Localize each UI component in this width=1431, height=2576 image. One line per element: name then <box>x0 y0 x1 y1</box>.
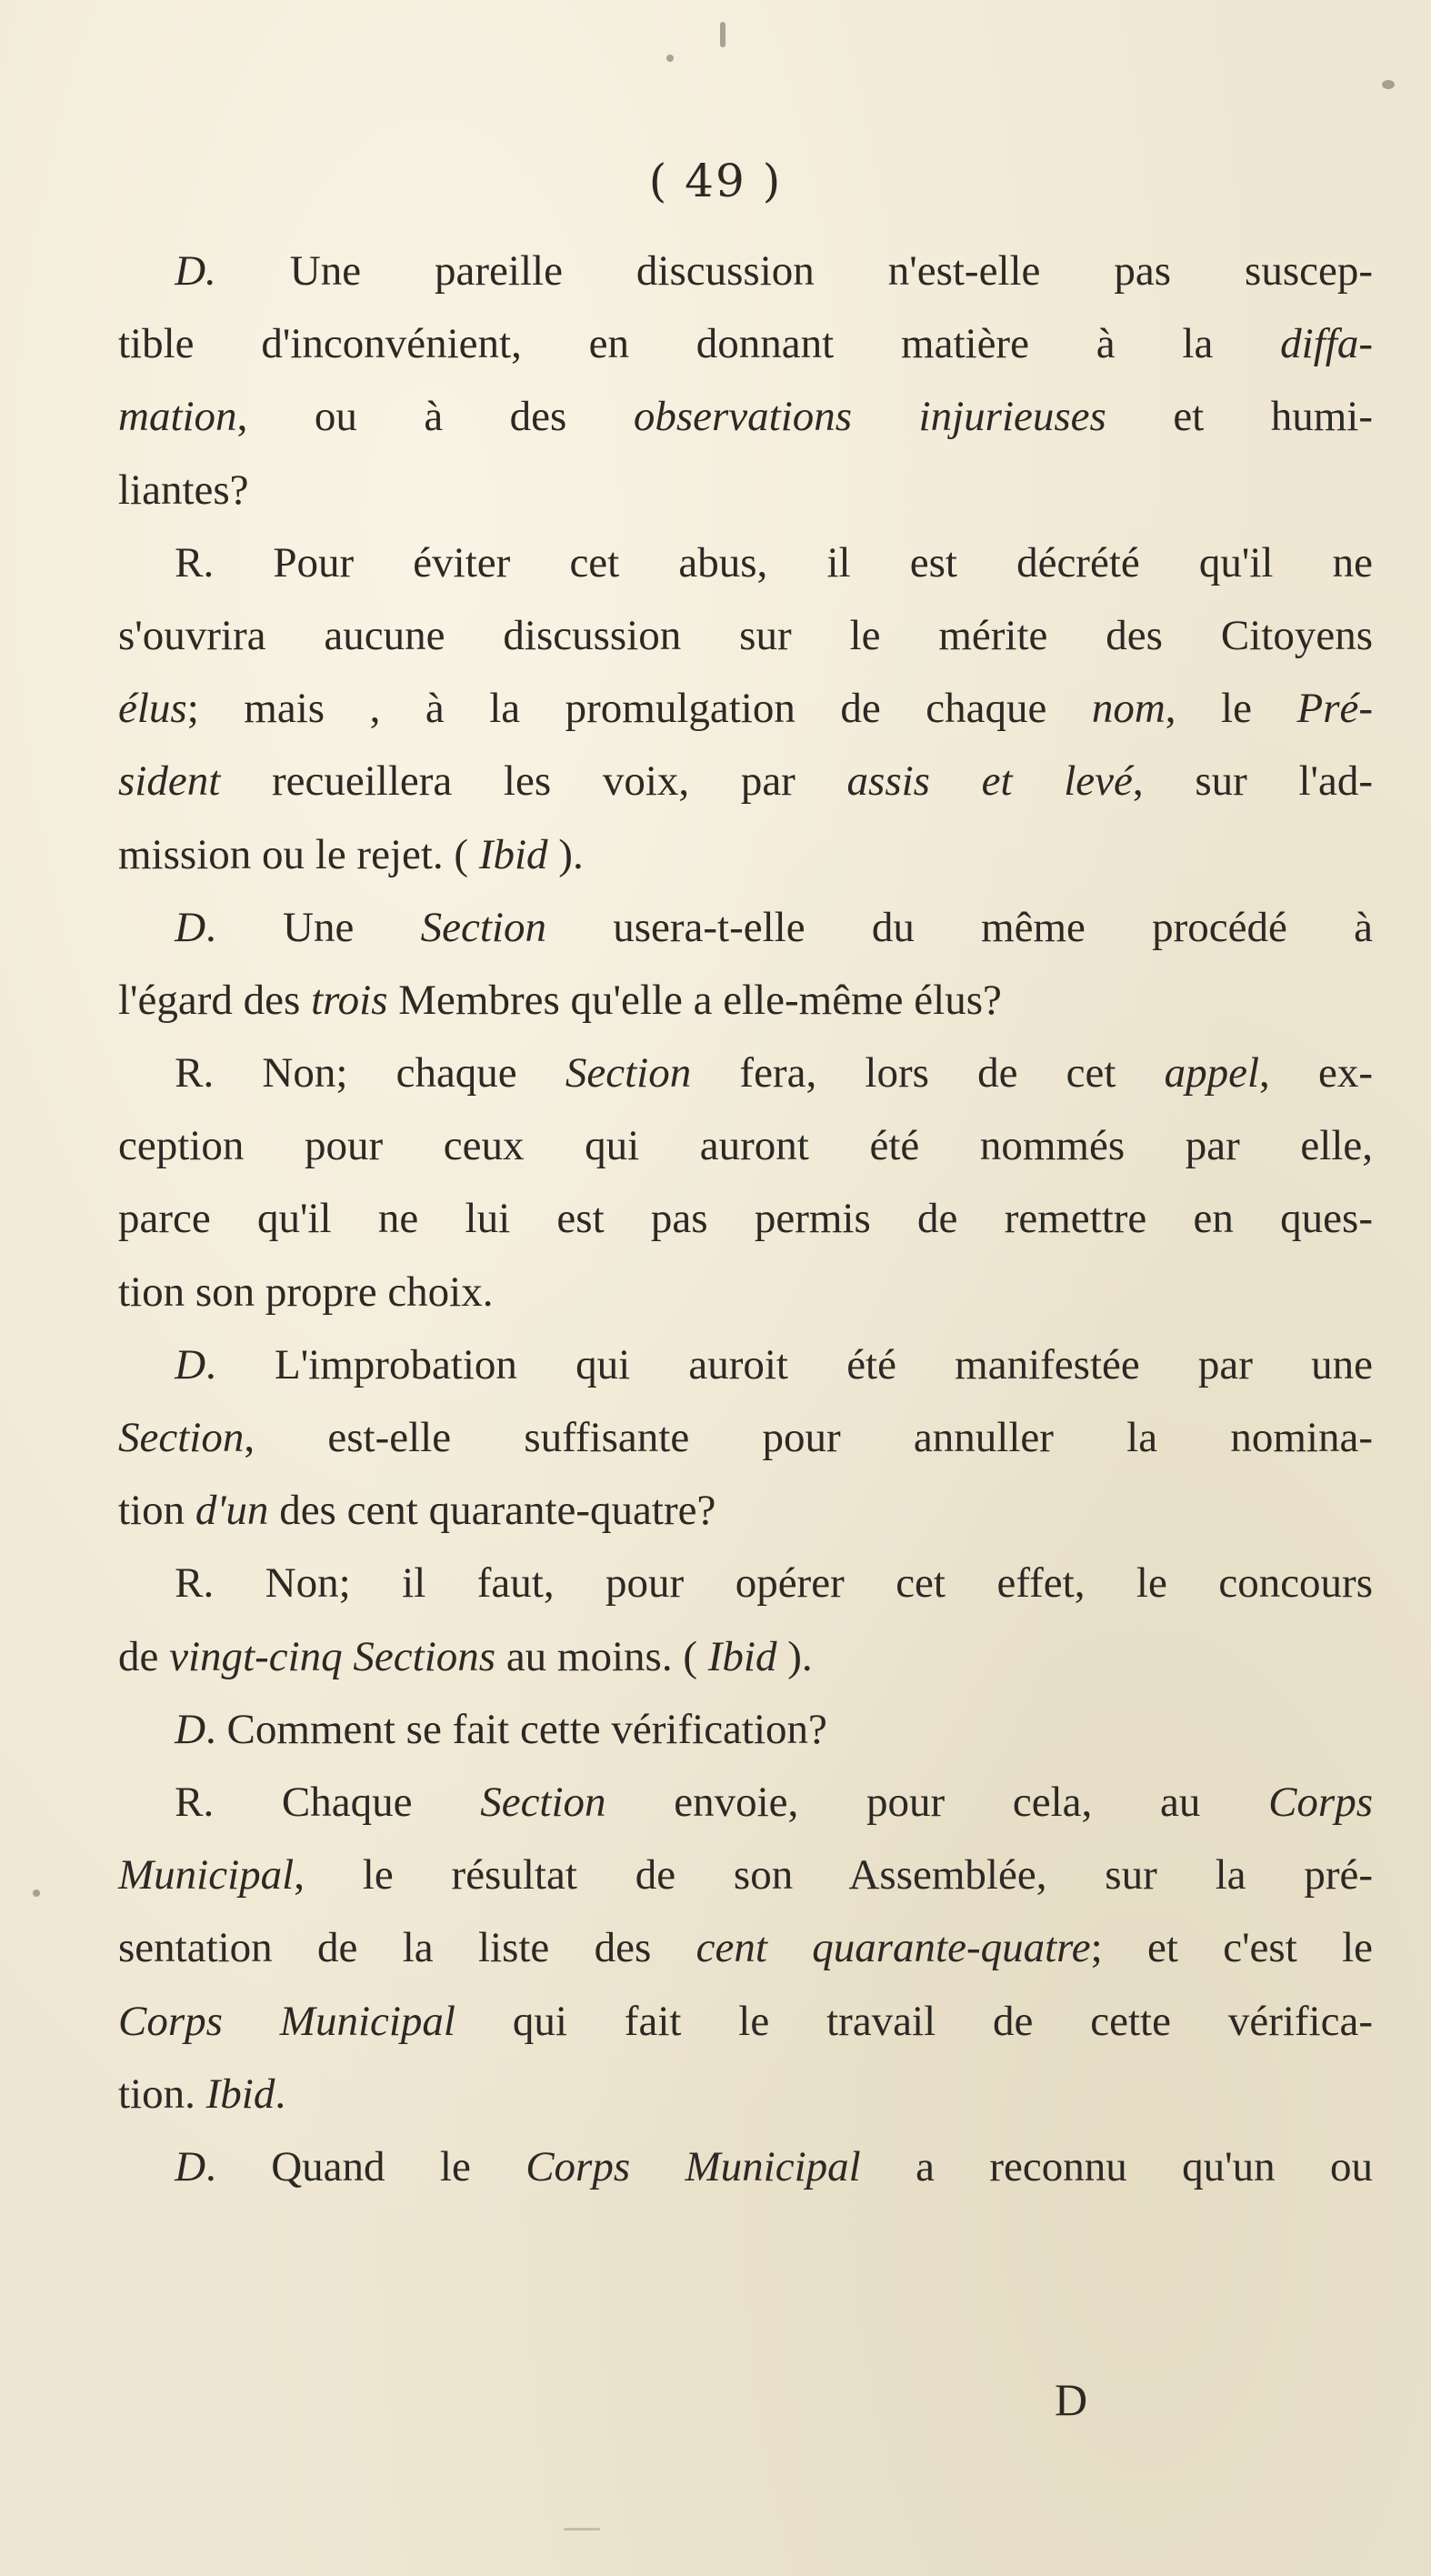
text-line <box>118 2130 1373 2203</box>
italic-text: appel <box>1164 1049 1260 1098</box>
text-span: et humi- <box>1106 393 1373 441</box>
italic-text: élus <box>118 685 187 733</box>
text-line <box>118 235 1373 307</box>
italic-text: Corps <box>1268 1778 1373 1826</box>
text-span: . <box>275 2070 286 2118</box>
text-line <box>118 380 1373 453</box>
italic-text: d'un <box>195 1487 269 1535</box>
text-line <box>118 1693 1373 1766</box>
italic-text: Section <box>480 1778 606 1826</box>
text-line <box>118 2058 1373 2130</box>
italic-text: diffa- <box>1280 320 1373 368</box>
text-span: des cent quarante-quatre? <box>268 1487 716 1535</box>
text-span: sentation de la liste des <box>118 1924 696 1972</box>
paper-speck <box>1382 80 1395 89</box>
page-number: ( 49 ) <box>648 155 783 207</box>
text-span: , ex- <box>1259 1049 1374 1098</box>
text-span: ception pour ceux qui auront été nommés par elle, <box>118 1122 1373 1170</box>
text-line <box>118 454 1373 526</box>
text-line <box>118 1401 1373 1474</box>
text-line <box>118 1256 1373 1328</box>
italic-text: Section <box>565 1049 692 1098</box>
paper-speck <box>564 2528 600 2531</box>
text-span: R. Pour éviter cet abus, il est décrété qu'il ne <box>175 538 1373 586</box>
italic-text: observations injurieuses <box>633 393 1106 441</box>
text-span: qui fait le travail de cette vérifica- <box>455 1997 1373 2045</box>
italic-text: Corps Municipal <box>118 1997 455 2045</box>
text-line <box>118 1620 1373 1693</box>
text-line <box>118 599 1373 672</box>
text-span: de <box>118 1632 170 1680</box>
text-span: au moins. ( <box>495 1632 708 1680</box>
italic-text: Ibid <box>478 830 548 878</box>
italic-text: D <box>175 1705 206 1753</box>
text-line <box>118 891 1373 964</box>
italic-text: Ibid <box>205 2070 275 2118</box>
text-span: , ou à des <box>236 393 634 441</box>
text-span: liantes? <box>118 466 249 514</box>
text-line <box>118 307 1373 380</box>
text-line <box>118 964 1373 1037</box>
text-span: ; mais , à la promulgation de chaque <box>186 685 1092 733</box>
text-span: mission ou le rejet. ( <box>118 830 479 878</box>
text-span: R. Non; il faut, pour opérer cet effet, le concours <box>175 1559 1373 1608</box>
text-span: tible d'inconvénient, en donnant matière à la <box>118 320 1281 368</box>
italic-text: assis et levé <box>846 757 1133 806</box>
italic-text: Section <box>118 1414 245 1461</box>
text-line <box>118 1766 1373 1839</box>
text-span: fera, lors de cet <box>691 1049 1165 1098</box>
text-span: s'ouvrira aucune discussion sur le mérite des Citoyens <box>118 611 1373 659</box>
text-span: ). <box>547 830 584 878</box>
italic-text: mation <box>118 393 237 441</box>
italic-text: vingt-cinq Sections <box>169 1632 496 1680</box>
text-span: R. Chaque <box>175 1778 481 1826</box>
text-line <box>118 1474 1373 1547</box>
text-span: ; et c'est le <box>1090 1924 1374 1972</box>
text-span: Une pareille discussion n'est-elle pas suscep- <box>289 247 1373 295</box>
text-span: ). <box>776 1632 813 1680</box>
text-line <box>118 1109 1373 1182</box>
italic-text: Section <box>420 903 546 951</box>
italic-text: D <box>175 2142 206 2190</box>
italic-text: nom <box>1091 685 1166 733</box>
italic-text: D <box>175 903 206 951</box>
text-span: tion <box>118 1487 195 1535</box>
text-line <box>118 672 1373 745</box>
text-line <box>118 1985 1373 2058</box>
text-line <box>118 1839 1373 1911</box>
text-span: envoie, pour cela, au <box>605 1778 1269 1826</box>
paper-speck <box>720 22 726 47</box>
italic-text: Municipal <box>118 1851 295 1899</box>
italic-text: sident <box>118 757 221 806</box>
text-span: recueillera les voix, par <box>220 757 847 806</box>
text-line <box>118 1182 1373 1255</box>
text-span: l'égard des <box>118 976 312 1024</box>
italic-text: D. <box>175 247 290 295</box>
text-line <box>118 1328 1373 1401</box>
text-span: usera-t-elle du même procédé à <box>545 903 1373 951</box>
italic-text: Ibid <box>707 1632 777 1680</box>
text-span: . Comment se fait cette vérification? <box>205 1705 827 1753</box>
text-line <box>118 1911 1373 1984</box>
text-span: parce qu'il ne lui est pas permis de remettre en ques- <box>118 1195 1373 1243</box>
italic-text: trois <box>311 976 388 1024</box>
italic-text: cent quarante-quatre <box>695 1924 1091 1972</box>
paper-speck <box>33 1889 40 1897</box>
body-text <box>118 235 1373 2203</box>
italic-text: Pré- <box>1296 685 1374 733</box>
text-span: Membres qu'elle a elle-même élus? <box>387 976 1002 1024</box>
paper-speck <box>666 55 674 62</box>
text-span: a reconnu qu'un ou <box>860 2142 1373 2190</box>
text-span: R. Non; chaque <box>175 1049 565 1098</box>
text-line <box>118 526 1373 599</box>
text-line <box>118 745 1373 817</box>
text-span: tion. <box>118 2070 206 2118</box>
text-span: . L'improbation qui auroit été manifestée par une <box>205 1340 1373 1388</box>
text-span: , est-elle suffisante pour annuller la nomina- <box>244 1414 1373 1461</box>
text-span: . Une <box>205 903 421 951</box>
text-line <box>118 1037 1373 1109</box>
text-line <box>118 1547 1373 1619</box>
italic-text: D <box>175 1340 206 1388</box>
text-span: , le résultat de son Assemblée, sur la pré- <box>294 1851 1373 1899</box>
text-span: , sur l'ad- <box>1132 757 1374 806</box>
text-span: , le <box>1165 685 1297 733</box>
text-line <box>118 818 1373 891</box>
text-span: . Quand le <box>205 2142 526 2190</box>
signature-mark: D <box>1055 2374 1088 2425</box>
text-span: tion son propre choix. <box>118 1268 494 1316</box>
italic-text: Corps Municipal <box>525 2142 861 2190</box>
